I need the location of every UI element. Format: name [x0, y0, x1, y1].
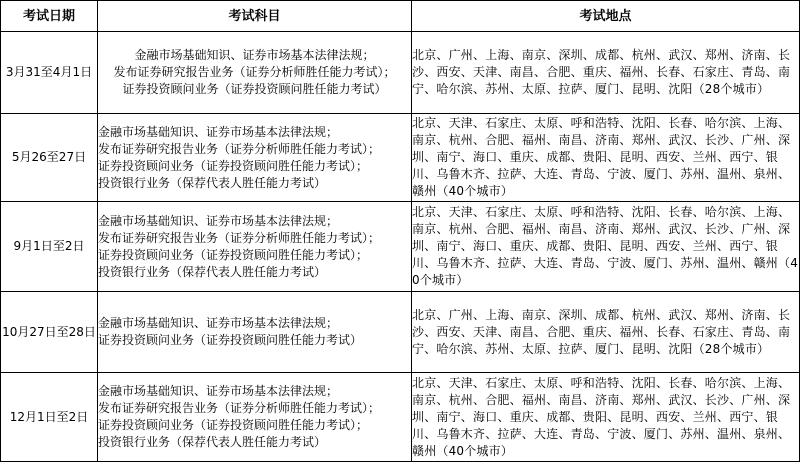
subject-line: 发布证券研究报告业务（证券分析师胜任能力考试）； [98, 401, 381, 415]
header-location: 考试地点 [412, 1, 800, 32]
table-row [1, 292, 800, 373]
subject-line: 证券投资顾问业务（证券投资顾问胜任能力考试）； [98, 158, 369, 173]
exam-locations-cell: 北京、天津、石家庄、太原、呼和浩特、沈阳、长春、哈尔滨、上海、南京、杭州、合肥、福州、南昌、济南、郑州、武汉、长沙、广州、深圳、南宁、海口、重庆、成都、贵阳、昆明、西安、兰州、西宁、银川、乌鲁木齐、拉萨、大连、青岛、宁波、厦门、苏州、温州、赣州（40个城市） [412, 202, 800, 292]
subject-line: 投资银行业务（保荐代表人胜任能力考试） [98, 175, 327, 190]
exam-locations-cell: 北京、天津、石家庄、太原、呼和浩特、沈阳、长春、哈尔滨、上海、南京、杭州、合肥、福州、南昌、济南、郑州、武汉、长沙、广州、深圳、南宁、海口、重庆、成都、贵阳、昆明、西安、兰州、西宁、银川、乌鲁木齐、拉萨、大连、青岛、宁波、厦门、苏州、温州、泉州、赣州（40个城市） [412, 373, 800, 462]
exam-date-cell: 12月1日至2日 [1, 373, 98, 462]
subject-line: 证券投资顾问业务（证券投资顾问胜任能力考试）； [98, 418, 369, 432]
table-row [1, 32, 800, 114]
subject-line: 金融市场基础知识、证券市场基本法律法规； [98, 384, 339, 398]
table-row [1, 373, 800, 462]
subject-line: 发布证券研究报告业务（证券分析师胜任能力考试）； [98, 141, 381, 156]
exam-locations-cell: 北京、广州、上海、南京、深圳、成都、杭州、武汉、郑州、济南、长沙、西安、天津、南昌、合肥、重庆、福州、长春、石家庄、青岛、南宁、哈尔滨、苏州、太原、拉萨、厦门、昆明、沈阳（28个城市） [412, 32, 800, 114]
exam-subjects-cell [98, 114, 412, 202]
exam-date-cell: 5月26至27日 [1, 114, 98, 202]
subject-line: 证券投资顾问业务（证券投资顾问胜任能力考试） [122, 82, 387, 96]
exam-subjects-cell [98, 32, 412, 114]
exam-subjects-cell [98, 373, 412, 462]
subject-line: 金融市场基础知识、证券市场基本法律法规； [98, 316, 339, 330]
exam-date-cell: 3月31至4月1日 [1, 32, 98, 114]
subject-line: 证券投资顾问业务（证券投资顾问胜任能力考试） [98, 333, 363, 347]
subject-line: 发布证券研究报告业务（证券分析师胜任能力考试）； [113, 65, 396, 79]
exam-subjects-cell [98, 292, 412, 373]
table-body [1, 32, 800, 462]
subject-line: 投资银行业务（保荐代表人胜任能力考试） [98, 435, 327, 449]
header-row [1, 1, 800, 32]
header-subject: 考试科目 [98, 1, 412, 32]
subject-line: 金融市场基础知识、证券市场基本法律法规； [98, 124, 339, 139]
exam-locations-cell: 北京、天津、石家庄、太原、呼和浩特、沈阳、长春、哈尔滨、上海、南京、杭州、合肥、福州、南昌、济南、郑州、武汉、长沙、广州、深圳、南宁、海口、重庆、成都、贵阳、昆明、西安、兰州、西宁、银川、乌鲁木齐、拉萨、大连、青岛、宁波、厦门、苏州、温州、泉州、赣州（40个城市） [412, 114, 800, 202]
header-date: 考试日期 [1, 1, 98, 32]
table-header [1, 1, 800, 32]
subject-line: 发布证券研究报告业务（证券分析师胜任能力考试）； [98, 230, 381, 245]
subject-line: 金融市场基础知识、证券市场基本法律法规； [134, 48, 375, 62]
subject-line: 投资银行业务（保荐代表人胜任能力考试） [98, 264, 327, 279]
table-row [1, 202, 800, 292]
table-row [1, 114, 800, 202]
exam-date-cell: 9月1日至2日 [1, 202, 98, 292]
exam-locations-cell: 北京、广州、上海、南京、深圳、成都、杭州、武汉、郑州、济南、长沙、西安、天津、南昌、合肥、重庆、福州、长春、石家庄、青岛、南宁、哈尔滨、苏州、太原、拉萨、厦门、昆明、沈阳（28个城市） [412, 292, 800, 373]
exam-date-cell: 10月27日至28日 [1, 292, 98, 373]
subject-line: 证券投资顾问业务（证券投资顾问胜任能力考试）； [98, 247, 369, 262]
exam-subjects-cell [98, 202, 412, 292]
subject-line: 金融市场基础知识、证券市场基本法律法规； [98, 213, 339, 228]
